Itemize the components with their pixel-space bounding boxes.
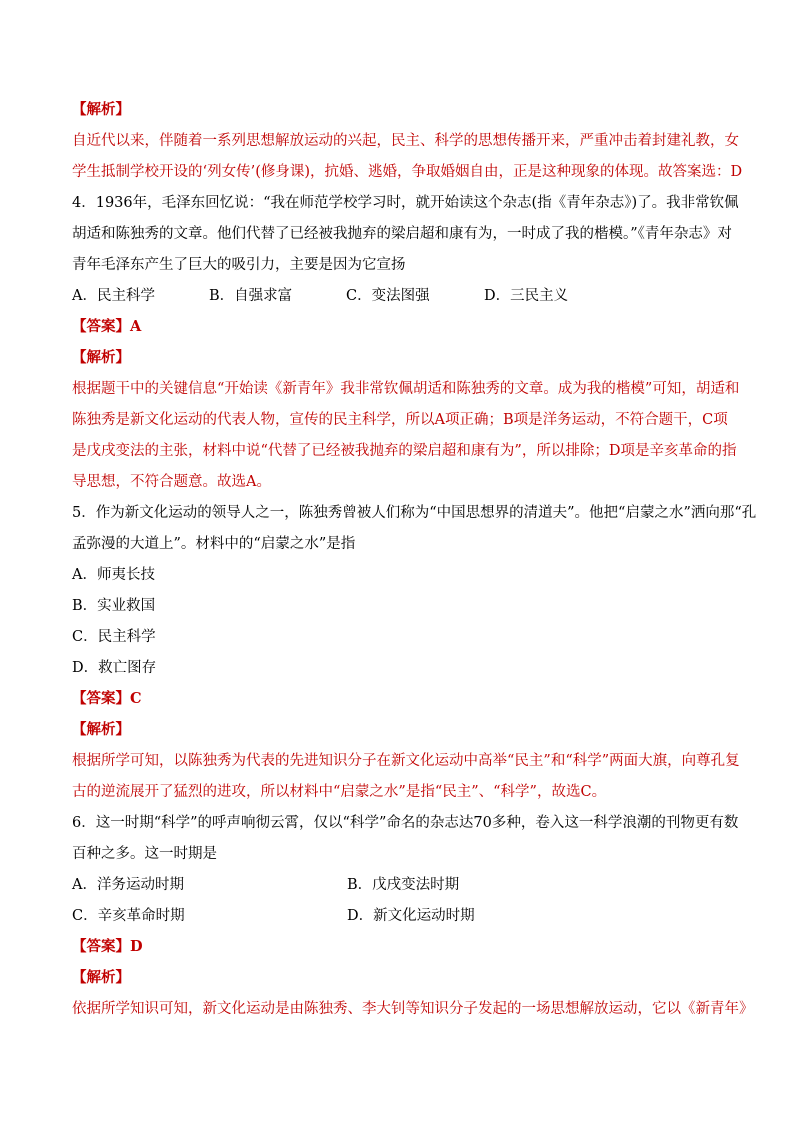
answer-label: 【答案】A: [72, 318, 142, 335]
option-a: A．洋务运动时期: [72, 877, 184, 893]
question-4-text: 胡适和陈独秀的文章。他们代替了已经被我抛弃的梁启超和康有为，一时成了我的楷模。”《青年杂志》对: [72, 226, 732, 242]
analysis-label: 【解析】: [72, 349, 130, 366]
answer-label: 【答案】C: [72, 690, 142, 707]
analysis-text: 学生抵制学校开设的‘列女传’(修身课)，抗婚、逃婚，争取婚姻自由，正是这种现象的体现。故答案选：D: [72, 164, 743, 180]
option-b: B．自强求富: [209, 288, 293, 304]
question-6-text: 6．这一时期“科学”的呼声响彻云霄，仅以“科学”命名的杂志达70多种，卷入这一科学浪潮的刊物更有数: [72, 815, 739, 831]
question-4-options: [72, 282, 722, 310]
analysis-text: 古的逆流展开了猛烈的进攻，所以材料中“启蒙之水”是指“民主”、“科学”，故选C。: [72, 784, 607, 800]
analysis-text: 依据所学知识可知，新文化运动是由陈独秀、李大钊等知识分子发起的一场思想解放运动，它以《新青年》: [72, 1001, 754, 1017]
option-d: D．三民主义: [484, 288, 569, 304]
option-c: C．民主科学: [72, 629, 156, 645]
analysis-text: 陈独秀是新文化运动的代表人物，宣传的民主科学，所以A项正确；B项是洋务运动，不符合题干，C项: [72, 412, 728, 428]
option-b: B．实业救国: [72, 598, 156, 614]
option-c: C．变法图强: [346, 288, 430, 304]
question-4-text: 4．1936年，毛泽东回忆说：“我在师范学校学习时，就开始读这个杂志(指《青年杂志》)了。我非常钦佩: [72, 195, 739, 211]
option-c: C．辛亥革命时期: [72, 908, 185, 924]
analysis-label: 【解析】: [72, 721, 130, 738]
question-4-text: 青年毛泽东产生了巨大的吸引力，主要是因为它宣扬: [72, 257, 406, 273]
option-a: A．师夷长技: [72, 567, 155, 583]
question-6-options-row-2: [72, 902, 722, 930]
analysis-label: 【解析】: [72, 101, 130, 118]
option-b: B．戊戌变法时期: [347, 877, 460, 893]
analysis-text: 是戊戌变法的主张，材料中说“代替了已经被我抛弃的梁启超和康有为”，所以排除；D项是辛亥革命的指: [72, 443, 737, 459]
question-6-text: 百种之多。这一时期是: [72, 846, 217, 862]
analysis-text: 自近代以来，伴随着一系列思想解放运动的兴起，民主、科学的思想传播开来，严重冲击着封建礼教，女: [72, 133, 739, 149]
analysis-label: 【解析】: [72, 969, 130, 986]
option-d: D．救亡图存: [72, 660, 157, 676]
analysis-text: 导思想，不符合题意。故选A。: [72, 474, 271, 490]
analysis-text: 根据题干中的关键信息“开始读《新青年》我非常钦佩胡适和陈独秀的文章。成为我的楷模”可知，胡适和: [72, 381, 740, 397]
answer-label: 【答案】D: [72, 938, 143, 955]
question-5-text: 孟弥漫的大道上”。材料中的“启蒙之水”是指: [72, 536, 356, 552]
question-6-options-row-1: [72, 871, 722, 899]
question-5-text: 5．作为新文化运动的领导人之一，陈独秀曾被人们称为“中国思想界的清道夫”。他把“启蒙之水”洒向那“孔: [72, 505, 757, 521]
option-d: D．新文化运动时期: [347, 908, 475, 924]
analysis-text: 根据所学可知，以陈独秀为代表的先进知识分子在新文化运动中高举“民主”和“科学”两面大旗，向尊孔复: [72, 753, 740, 769]
option-a: A．民主科学: [72, 288, 155, 304]
